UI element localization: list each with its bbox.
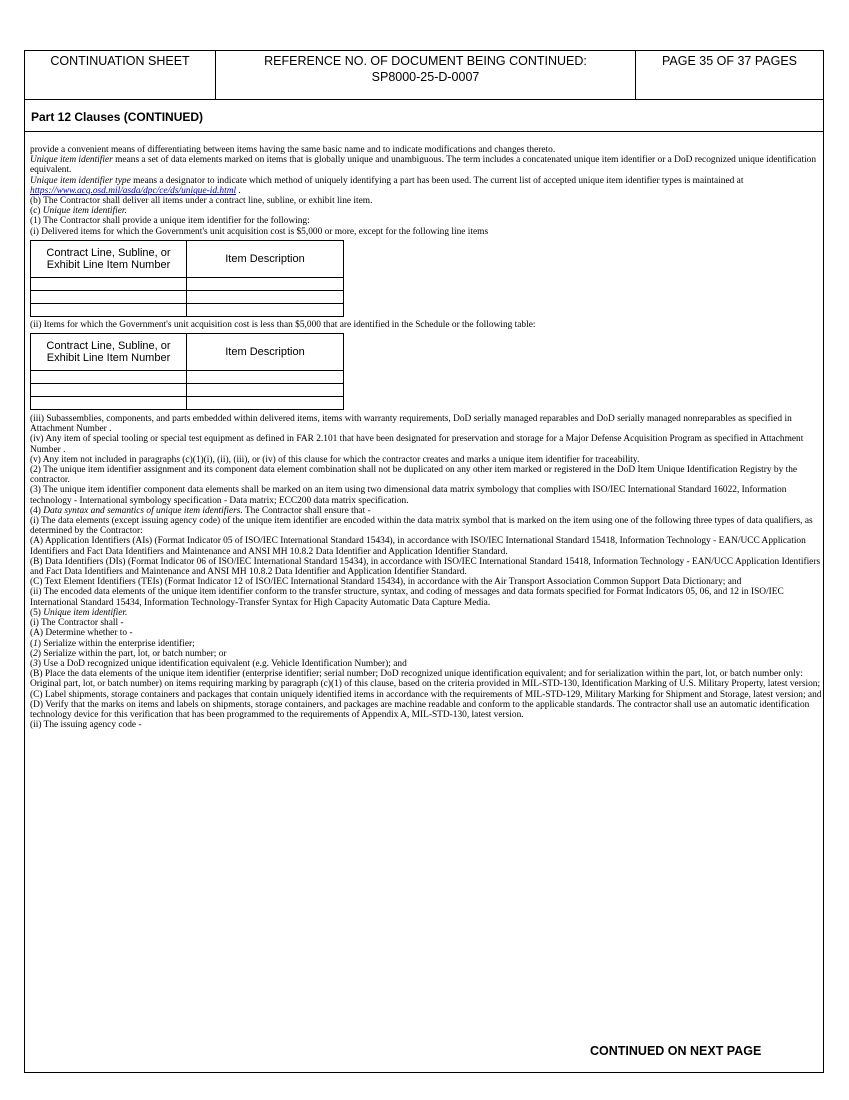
paragraph-c3: (3) The unique item identifier component data elements shall be marked on an item using two dimensional data matrix symbology that complies with ISO/IEC International Standard 16022, Information technology - International symbology specification - Data matrix; ECC200 data matrix specification.	[30, 485, 787, 506]
header-row	[25, 51, 823, 100]
page-indicator: PAGE 35 OF 37 PAGES	[661, 54, 797, 68]
divider	[25, 131, 823, 132]
paragraph-definition	[30, 155, 822, 175]
paragraph-c5B: (B) Place the data elements of the unique item identifier (enterprise identifier; serial number; DoD recognized unique identification equivalent; and for serialization within the part, lot, or batch number only: Original part, lot, or batch number) on items requiring marking by paragraph (c)(1) of this clause, based on the criteria provided in MIL-STD-130, Identification Marking of U.S. Military Property, latest version;	[30, 669, 821, 690]
table-row	[31, 384, 344, 397]
col-header-description: Item Description	[187, 334, 344, 371]
item-number: 1	[33, 638, 38, 649]
table-header-row	[31, 334, 344, 371]
defined-term: Unique item identifier type	[30, 175, 131, 186]
item-number: 3	[33, 658, 38, 669]
defined-term: Unique item identifier	[30, 155, 113, 166]
paragraph-c4i: (i) The data elements (except issuing agency code) of the unique item identifier are encoded within the data matrix symbol that is marked on the item using one of the following three types of data qualifiers, as determined by the Contractor:	[30, 516, 813, 537]
paragraph-c1v: (v) Any item not included in paragraphs (c)(1)(i), (ii), (iii), or (iv) of this clause for which the contractor creates and marks a unique item identifier for traceability.	[30, 454, 640, 465]
paragraph-c1iv: (iv) Any item of special tooling or special test equipment as defined in FAR 2.101 that have been designated for preservation and storage for a Major Defense Acquisition Program as specified in Attachment Number .	[30, 434, 804, 455]
paragraph-c4ii: (ii) The encoded data elements of the unique item identifier conform to the transfer structure, syntax, and coding of messages and data formats specified for Format Indicators 05, 06, and 12 in ISO/IEC International Standard 15434, Information Technology-Transfer Syntax for High Capacity Automatic Data Capture Media.	[30, 587, 784, 608]
para-text: The Contractor shall ensure that -	[242, 505, 371, 516]
table-row	[31, 371, 344, 384]
paragraph-c5A3: (3) Use a DoD recognized unique identification equivalent (e.g. Vehicle Identification Number); and	[30, 658, 407, 669]
para-term: Unique item identifier.	[42, 206, 127, 217]
item-number: 2	[33, 648, 38, 659]
line-items-table-1	[30, 240, 344, 317]
para-prefix: (c)	[30, 206, 43, 217]
reference-label: REFERENCE NO. OF DOCUMENT BEING CONTINUED:	[264, 54, 587, 68]
para-prefix: (4)	[30, 505, 44, 516]
continuation-label: CONTINUATION SHEET	[50, 54, 190, 68]
table-cell	[31, 397, 187, 410]
table-cell	[187, 303, 344, 316]
paragraph-c4B: (B) Data Identifiers (DIs) (Format Indicator 06 of ISO/IEC International Standard 15434), in accordance with ISO/IEC International Standard 15418, Information Technology - EAN/UCC Application Identifiers and Fact Data Identifiers and Maintenance and ANSI MH 10.8.2 Data Identifier and Application Identifier Standard.	[30, 556, 821, 578]
para-term: Data syntax and semantics of unique item identifiers.	[43, 505, 243, 516]
table-cell	[187, 277, 344, 290]
clause-body	[30, 145, 822, 730]
paragraph-c5D: (D) Verify that the marks on items and labels on shipments, storage containers, and packages are machine readable and conform to the applicable standards. The contractor shall use an automatic identification technology device for this verification that has been programmed to the requirements of Appendix A, MIL-STD-130, latest version.	[30, 699, 810, 720]
table-row	[31, 290, 344, 303]
paragraph-c5A1: (1) Serialize within the enterprise identifier;	[30, 638, 195, 649]
paragraph-c5A2: (2) Serialize within the part, lot, or batch number; or	[30, 648, 227, 659]
paragraph-c5C: (C) Label shipments, storage containers and packages that contain uniquely identified items in accordance with the requirements of MIL-STD-129, Military Marking for Shipment and Storage, latest version; and	[30, 689, 822, 700]
line-items-table-2	[30, 333, 344, 410]
paragraph-c5ii: (ii) The issuing agency code -	[30, 720, 142, 731]
col-header-description: Item Description	[187, 240, 344, 277]
table-cell	[31, 290, 187, 303]
paragraph-c5i: (i) The Contractor shall -	[30, 618, 124, 629]
continued-footer: CONTINUED ON NEXT PAGE	[590, 1044, 762, 1058]
para-prefix: (5)	[30, 607, 44, 618]
paragraph-c1ii: (ii) Items for which the Government's unit acquisition cost is less than $5,000 that are identified in the Schedule or the following table:	[30, 319, 536, 330]
item-text: ) Serialize within the part, lot, or batch number; or	[37, 648, 227, 659]
paragraph-c1i: (i) Delivered items for which the Government's unit acquisition cost is $5,000 or more, except for the following line items	[30, 226, 489, 237]
continuation-sheet	[24, 50, 824, 1073]
paragraph-c2: (2) The unique item identifier assignment and its component data element combination shall not be duplicated on any other item marked or registered in the DoD Item Unique Identification Registry by the contractor.	[30, 465, 798, 486]
table-cell	[31, 277, 187, 290]
table-header-row	[31, 240, 344, 277]
table-cell	[31, 384, 187, 397]
table-cell	[31, 371, 187, 384]
table-row	[31, 277, 344, 290]
definition-text: means a set of data elements marked on items that is globally unique and unambiguous. The term includes a concatenated unique item identifier or a DoD recognized unique identification equivalent.	[30, 155, 817, 176]
paragraph-b: (b) The Contractor shall deliver all items under a contract line, subline, or exhibit line item.	[30, 196, 373, 207]
paragraph-c	[30, 206, 822, 216]
reference-number: SP8000-25-D-0007	[371, 70, 480, 84]
table-cell	[187, 290, 344, 303]
col-header-line-item: Contract Line, Subline, or Exhibit Line Item Number	[31, 334, 187, 371]
table-cell	[31, 303, 187, 316]
paragraph-c1: (1) The Contractor shall provide a unique item identifier for the following:	[30, 216, 310, 227]
col-header-line-item: Contract Line, Subline, or Exhibit Line Item Number	[31, 240, 187, 277]
item-text: ) Serialize within the enterprise identifier;	[37, 638, 195, 649]
paragraph-c4C: (C) Text Element Identifiers (TEIs) (Format Indicator 12 of ISO/IEC International Standard 15434), in accordance with the Air Transport Association Common Support Data Dictionary; and	[30, 577, 742, 588]
table-row	[31, 303, 344, 316]
paragraph-c4A: (A) Application Identifiers (AIs) (Format Indicator 05 of ISO/IEC International Standard 15434), in accordance with ISO/IEC International Standard 15418, Information Technology - EAN/UCC Application Identifiers and Fact Data Identifiers and Maintenance and ANSI MH 10.8.2 Data Identifier and Application Identifier Standard.	[30, 536, 806, 557]
table-cell	[187, 384, 344, 397]
table-cell	[187, 371, 344, 384]
definition-end: .	[236, 185, 241, 196]
part-title: Part 12 Clauses (CONTINUED)	[31, 110, 204, 124]
item-text: ) Use a DoD recognized unique identification equivalent (e.g. Vehicle Identification Number); and	[37, 658, 407, 669]
table-cell	[187, 397, 344, 410]
definition-text: means a designator to indicate which method of uniquely identifying a part has been used. The current list of accepted unique item identifier types is maintained at	[130, 175, 744, 186]
paragraph-c1iii: (iii) Subassemblies, components, and parts embedded within delivered items, items with warranty requirements, DoD serially managed reparables and DoD serially managed nonreparables as specified in Attachment Number .	[30, 414, 792, 435]
header-page-cell	[636, 51, 823, 99]
paragraph-c4	[30, 506, 822, 516]
header-continuation-cell	[25, 51, 216, 99]
para-term: Unique item identifier.	[43, 607, 128, 618]
paragraph-definition	[30, 176, 822, 196]
table-row	[31, 397, 344, 410]
paragraph-c5A: (A) Determine whether to -	[30, 628, 133, 639]
uid-types-link[interactable]: https://www.acq.osd.mil/asda/dpc/ce/ds/unique-id.html	[30, 185, 237, 196]
paragraph: provide a convenient means of differentiating between items having the same basic name and to indicate modifications and changes thereto.	[30, 145, 556, 155]
header-reference-cell	[216, 51, 636, 99]
paragraph-c5	[30, 608, 822, 618]
